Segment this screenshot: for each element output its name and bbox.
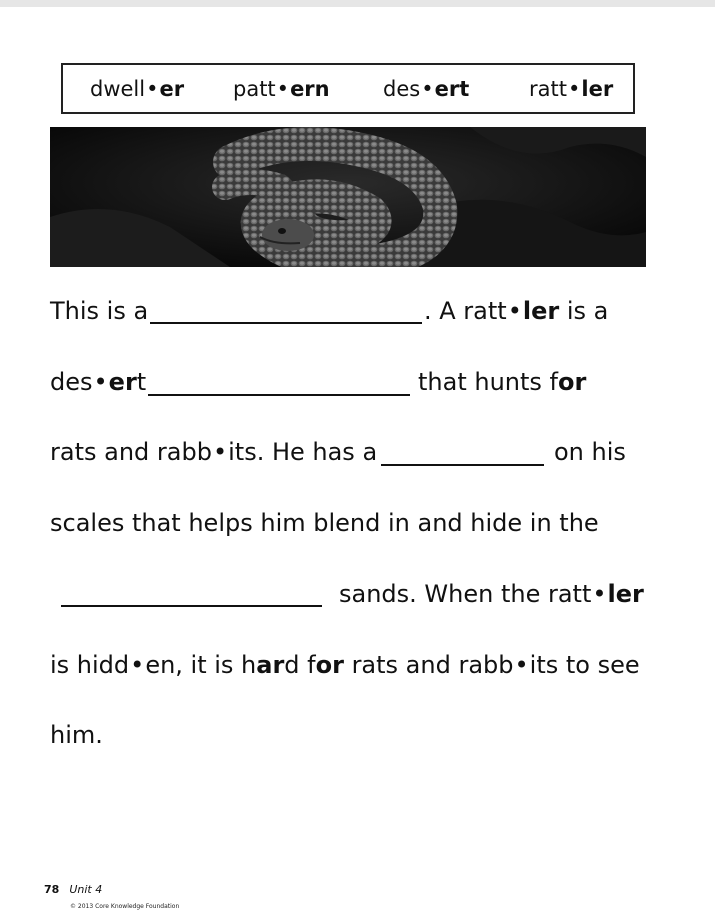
copyright: © 2013 Core Knowledge Foundation (70, 903, 180, 910)
passage-line-5: sands. When the ratt•ler (339, 580, 644, 608)
passage-line-1b: . A ratt•ler is a (424, 297, 609, 325)
passage-line-1: This is a (50, 297, 149, 325)
word-dweller: dwell•er (90, 77, 185, 101)
word-pattern: patt•ern (233, 77, 330, 101)
passage-line-3: rats and rabb•its. He has a (50, 438, 378, 466)
word-box (61, 63, 635, 114)
blank-1[interactable] (150, 322, 422, 324)
passage-line-3b: on his (554, 438, 626, 466)
passage-line-2b: that hunts for (418, 368, 587, 396)
passage-line-2: des•ert (50, 368, 147, 396)
passage-line-4: scales that helps him blend in and hide in the (50, 509, 599, 537)
word-desert: des•ert (383, 77, 470, 101)
passage-line-6: is hidd•en, it is hard for rats and rabb•its to see (50, 651, 640, 679)
page-footer (44, 883, 102, 897)
page-number: 78 (44, 883, 60, 896)
snake-photo (50, 127, 646, 267)
unit-label: Unit 4 (69, 883, 103, 896)
top-bar (0, 0, 715, 7)
blank-3[interactable] (381, 464, 544, 466)
passage-line-7: him. (50, 721, 103, 749)
blank-4[interactable] (61, 605, 322, 607)
word-rattler: ratt•ler (529, 77, 614, 101)
blank-2[interactable] (148, 394, 410, 396)
